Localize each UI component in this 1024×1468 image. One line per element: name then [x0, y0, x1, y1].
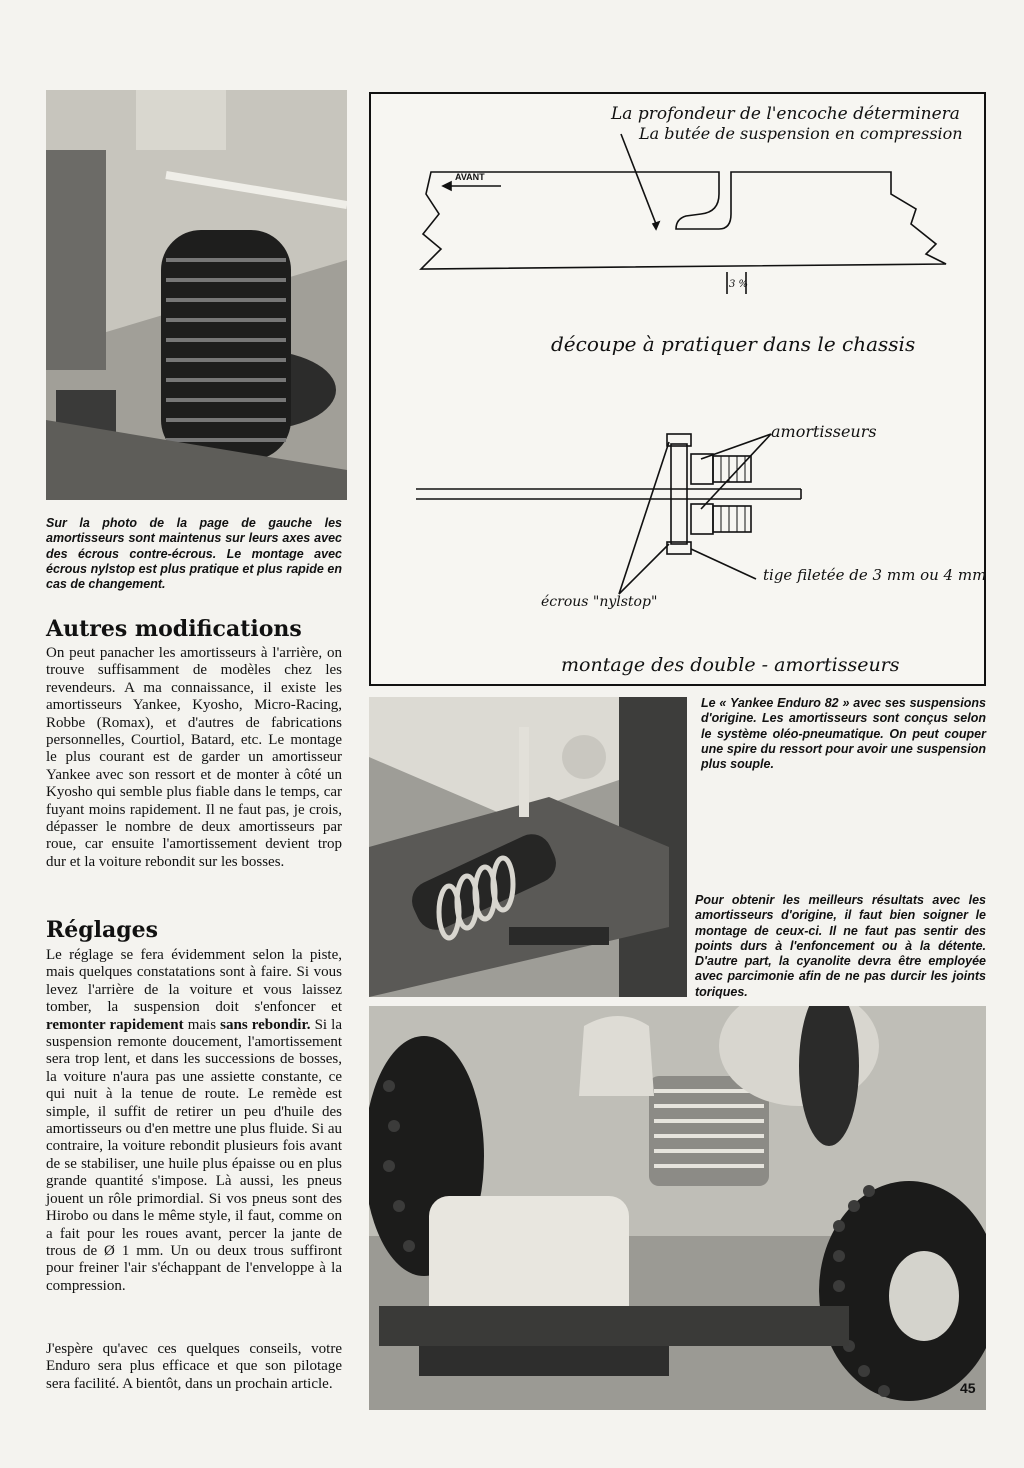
reglages-text-b: mais — [183, 1016, 221, 1033]
caption-meilleurs-resultats: Pour obtenir les meilleurs résultats avec les amortisseurs d'origine, il faut bien soigner le montage de ceux-ci. Il ne faut pas sentir des points durs à l'enfoncement ou à la détente. D'autre part, la cyanolite devra être employée avec parcimonie afin de ne pas durcir les joints toriques. — [695, 893, 986, 999]
paragraph-reglages-1 — [46, 947, 342, 1295]
reglages-bold-2: sans rebondir. — [220, 1016, 311, 1033]
heading-reglages: Réglages — [46, 917, 159, 943]
diagram-note-line2: La butée de suspension en compression — [639, 124, 963, 143]
reglages-text-c: Si la suspension remonte doucement, l'amortissement sera trop lent, et dans les successions de bosses, la voiture n'aura pas une assiette constante, ce qui nuit à la tenue de route. Le remède est simple, il suffit de retirer un peu d'huile des amortisseurs ou d'en mettre une plus fluide. Si au contraire, la voiture rebondit plusieurs fois avant de se stabiliser, une huile plus épaisse ou en plus grande quantité s'impose. Là aussi, les pneus jouent un rôle primordial. Si vos pneus sont des Hirobo ou dans le même style, il faut, comme on a fait pour les roues avant, percer la jante de trous de Ø 1 mm. Un ou deux trous suffiront pour freiner l'air s'échappant de l'enveloppe à la compression. — [46, 1016, 342, 1294]
paragraph-reglages-2: J'espère qu'avec ces quelques conseils, votre Enduro sera plus efficace et que son pilotage sera facilité. A bientôt, dans un prochain article. — [46, 1341, 342, 1392]
diagram-avant-label: AVANT — [455, 172, 485, 182]
diagram-label-amortisseurs: amortisseurs — [771, 422, 877, 441]
diagram-drawing — [371, 94, 987, 684]
heading-autres-modifications: Autres modifications — [46, 616, 302, 642]
photo-wheel-on-table — [46, 90, 347, 500]
diagram-caption-montage: montage des double - amortisseurs — [561, 654, 900, 676]
photo-engine-illustration — [369, 1006, 986, 1410]
photo-shock-illustration — [369, 697, 687, 997]
paragraph-autres-modifications: On peut panacher les amortisseurs à l'arrière, on trouve suffisamment de modèles chez les revendeurs. A ma connaissance, il existe les amortisseurs Yankee, Kyosho, Micro-Racing, Robbe (Romax), et d'autres de fabrications personnelles, Courtiol, Batard, etc. Le montage le plus courant est de garder un amortisseur Yankee avec son ressort et de monter à côté un Kyosho qui semble plus fiable dans le temps, car fuyant moins rapidement. Il ne faut pas, je crois, dépasser le nombre de deux amortisseurs par roue, car ensuite l'amortissement devient trop dur et la voiture rebondit sur les bosses. — [46, 645, 342, 870]
diagram-label-ecrous: écrous "nylstop" — [541, 594, 658, 610]
photo-wheel-illustration — [46, 90, 347, 500]
diagram-caption-decoupe: découpe à pratiquer dans le chassis — [551, 332, 916, 356]
photo-engine-and-wheels — [369, 1006, 986, 1410]
diagram-note-line1: La profondeur de l'encoche déterminera — [611, 104, 960, 124]
diagram-box — [369, 92, 986, 686]
caption-yankee: Le « Yankee Enduro 82 » avec ses suspensions d'origine. Les amortisseurs sont conçus selon le système oléo-pneumatique. On peut couper une spire du ressort pour avoir une suspension plus souple. — [701, 696, 986, 772]
reglages-text-a: Le réglage se fera évidemment selon la piste, mais quelques constatations sont à faire. Si vous levez l'arrière de la voiture et vous laissez tomber, la suspension doit s'enfoncer et — [46, 947, 342, 1016]
caption-left-photo: Sur la photo de la page de gauche les amortisseurs sont maintenus sur leurs axes avec des écrous contre-écrous. Le montage avec écrous nylstop est plus pratique et plus rapide en cas de changement. — [46, 516, 342, 592]
photo-shock-absorber — [369, 697, 687, 997]
diagram-label-tige: tige filetée de 3 mm ou 4 mm — [763, 566, 987, 584]
reglages-bold-1: remonter rapidement — [46, 1016, 184, 1033]
page-number: 45 — [960, 1380, 976, 1396]
diagram-dimension-label: 3 % — [729, 279, 749, 290]
